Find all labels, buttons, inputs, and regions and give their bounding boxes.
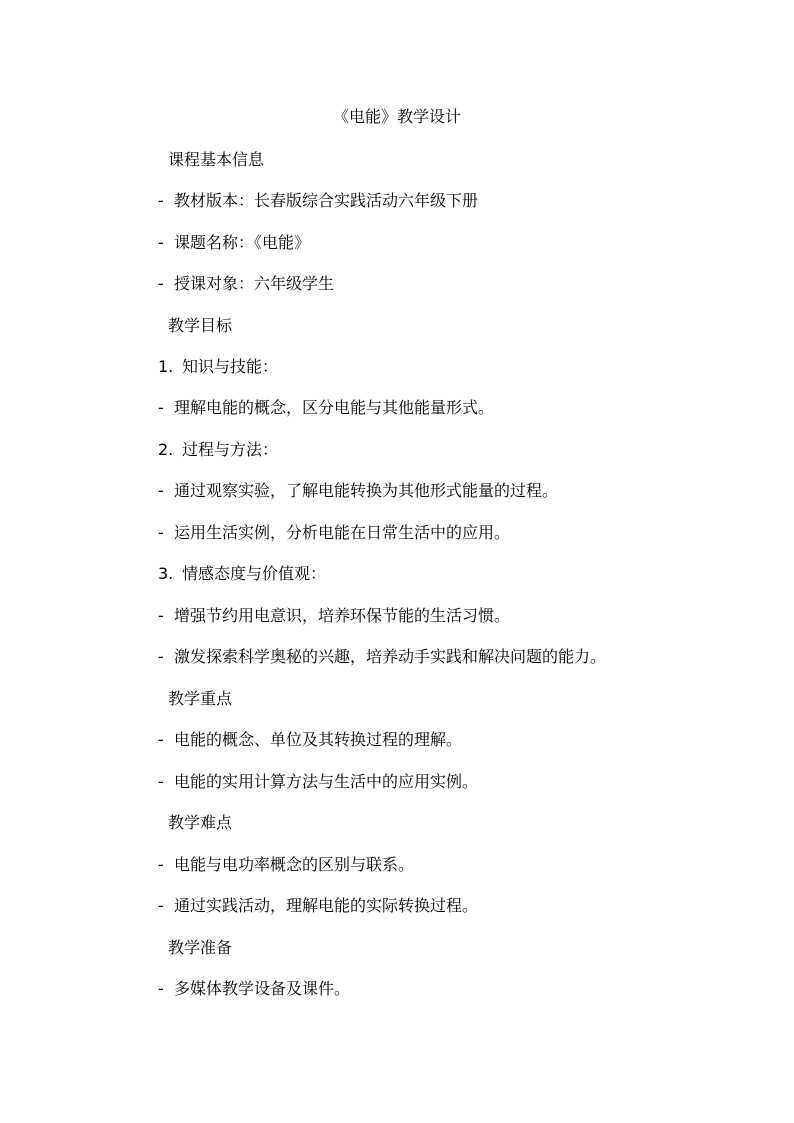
- section-heading-key-points: 教学重点: [168, 689, 233, 708]
- bullet-mark: -: [158, 274, 164, 293]
- numbered-item-label: 情感态度与价值观：: [182, 564, 327, 583]
- bullet-mark: -: [158, 730, 164, 749]
- bullet-mark: -: [158, 233, 164, 252]
- item-number: 1.: [158, 357, 174, 376]
- list-item: [158, 233, 310, 253]
- bullet-mark: -: [158, 191, 164, 210]
- section-heading-preparation: 教学准备: [168, 938, 233, 957]
- list-item-text: 激发探索科学奥秘的兴趣，培养动手实践和解决问题的能力。: [174, 647, 607, 666]
- bullet-mark: -: [158, 481, 164, 500]
- list-item-text: 电能与电功率概念的区别与联系。: [174, 855, 415, 874]
- numbered-item-label: 知识与技能：: [182, 357, 279, 376]
- list-item-text: 增强节约用电意识，培养环保节能的生活习惯。: [174, 606, 511, 625]
- bullet-mark: -: [158, 647, 164, 666]
- bullet-mark: -: [158, 606, 164, 625]
- list-item: [158, 606, 510, 626]
- list-item-text: 课题名称：《电能》: [174, 233, 311, 252]
- list-item-text: 授课对象：六年级学生: [174, 274, 335, 293]
- list-item: [158, 398, 494, 418]
- bullet-mark: -: [158, 855, 164, 874]
- section-heading-basic-info: 课程基本信息: [168, 150, 265, 169]
- list-item-text: 电能的概念、单位及其转换过程的理解。: [174, 730, 463, 749]
- list-item: [158, 855, 414, 875]
- list-item-text: 通过观察实验，了解电能转换为其他形式能量的过程。: [174, 481, 559, 500]
- section-heading-difficulties: 教学难点: [168, 813, 233, 832]
- list-item-text: 理解电能的概念，区分电能与其他能量形式。: [174, 398, 495, 417]
- section-heading-objectives: 教学目标: [168, 316, 233, 335]
- bullet-mark: -: [158, 398, 164, 417]
- list-item-text: 通过实践活动，理解电能的实际转换过程。: [174, 896, 479, 915]
- list-item: [158, 772, 478, 792]
- list-item-text: 运用生活实例，分析电能在日常生活中的应用。: [174, 523, 511, 542]
- list-item-text: 教材版本：长春版综合实践活动六年级下册: [174, 191, 479, 210]
- document-title: 《电能》教学设计: [332, 107, 461, 126]
- numbered-item: [158, 564, 326, 584]
- item-number: 2.: [158, 440, 174, 459]
- bullet-mark: -: [158, 979, 164, 998]
- list-item: [158, 191, 478, 211]
- list-item: [158, 896, 478, 916]
- item-number: 3.: [158, 564, 174, 583]
- list-item: [158, 647, 606, 667]
- bullet-mark: -: [158, 896, 164, 915]
- list-item: [158, 274, 334, 294]
- list-item-text: 多媒体教学设备及课件。: [174, 979, 351, 998]
- numbered-item: [158, 440, 278, 460]
- list-item: [158, 979, 350, 999]
- list-item-text: 电能的实用计算方法与生活中的应用实例。: [174, 772, 479, 791]
- bullet-mark: -: [158, 772, 164, 791]
- list-item: [158, 481, 558, 501]
- bullet-mark: -: [158, 523, 164, 542]
- list-item: [158, 523, 510, 543]
- numbered-item: [158, 357, 278, 377]
- numbered-item-label: 过程与方法：: [182, 440, 279, 459]
- list-item: [158, 730, 462, 750]
